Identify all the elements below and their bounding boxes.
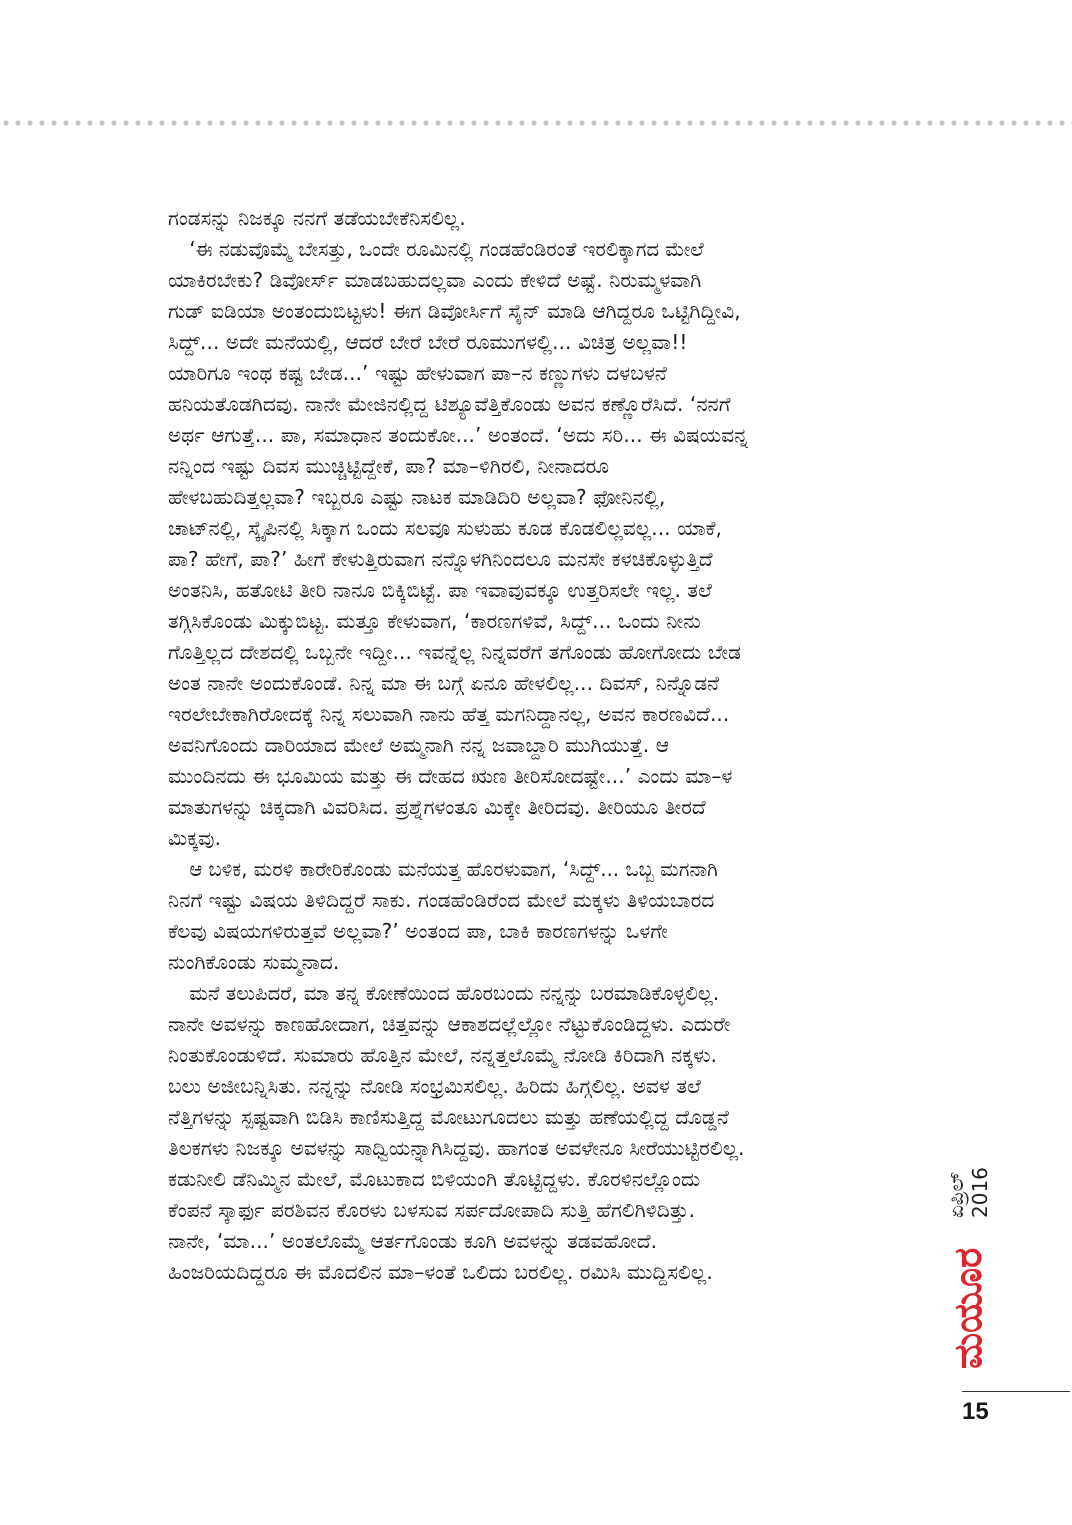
text-line: ಯಾರಿಗೂ ಇಂಥ ಕಷ್ಟ ಬೇಡ...’ ಇಷ್ಟು ಹೇಳುವಾಗ ಪಾ–ನ ಕಣ್ಣುಗಳು ದಳಬಳನೆ	[168, 361, 667, 385]
text-line: ಯಾಕಿರಬೇಕು? ಡಿವೋರ್ಸ್ ಮಾಡಬಹುದಲ್ಲವಾ ಎಂದು ಕೇಳಿದೆ ಅಷ್ಟೆ. ನಿರುಮ್ಮಳವಾಗಿ	[168, 268, 702, 292]
paragraph	[168, 234, 908, 854]
text-line: ನಾನೇ ಅವಳನ್ನು ಕಾಣಹೋದಾಗ, ಚಿತ್ತವನ್ನು ಆಕಾಶದಲ್ಲೆಲ್ಲೋ ನೆಟ್ಟುಕೊಂಡಿದ್ದಳು. ಎದುರೇ	[168, 1012, 731, 1036]
paragraph	[168, 854, 908, 978]
issue-date: ಏಪ್ರಿಲ್ 2016	[944, 1167, 992, 1218]
text-line: ಮಾತುಗಳನ್ನು ಚಿಕ್ಕದಾಗಿ ವಿವರಿಸಿದ. ಪ್ರಶ್ನೆಗಳಂತೂ ಮಿಕ್ಕೇ ತೀರಿದವು. ತೀರಿಯೂ ತೀರದೆ	[168, 795, 706, 819]
text-line: ಅಂತ ನಾನೇ ಅಂದುಕೊಂಡೆ. ನಿನ್ನ ಮಾ ಈ ಬಗ್ಗೆ ಏನೂ ಹೇಳಲಿಲ್ಲ... ದಿವಸ್, ನಿನ್ನೊಡನೆ	[168, 671, 720, 695]
text-line: ನಿಂತುಕೊಂಡುಳಿದೆ. ಸುಮಾರು ಹೊತ್ತಿನ ಮೇಲೆ, ನನ್ನತ್ತಲೊಮ್ಮೆ ನೋಡಿ ಕಿರಿದಾಗಿ ನಕ್ಕಳು.	[168, 1043, 718, 1067]
paragraph	[168, 203, 908, 234]
text-line: ಅಂತನಿಸಿ, ಹತೋಟಿ ತೀರಿ ನಾನೂ ಬಿಕ್ಕಿಬಿಟ್ಟೆ. ಪಾ ಇವಾವುವಕ್ಕೂ ಉತ್ತರಿಸಲೇ ಇಲ್ಲ. ತಲೆ	[168, 578, 712, 602]
text-line: ಗಂಡಸನ್ನು ನಿಜಕ್ಕೂ ನನಗೆ ತಡೆಯಬೇಕೆನಿಸಲಿಲ್ಲ.	[168, 206, 466, 230]
text-line: ತಗ್ಗಿಸಿಕೊಂಡು ಮಿಕ್ಕುಬಿಟ್ಟ. ಮತ್ತೂ ಕೇಳುವಾಗ, ‘ಕಾರಣಗಳಿವೆ, ಸಿದ್ದ್... ಒಂದು ನೀನು	[168, 609, 701, 633]
text-line: ಕೆಂಪನೆ ಸ್ಕಾರ್ಫು ಪರಶಿವನ ಕೊರಳು ಬಳಸುವ ಸರ್ಪದೋಪಾದಿ ಸುತ್ತಿ ಹೆಗಲಿಗಿಳಿದಿತ್ತು.	[168, 1198, 696, 1222]
text-line: ಹೇಳಬಹುದಿತ್ತಲ್ಲವಾ? ಇಬ್ಬರೂ ಎಷ್ಟು ನಾಟಕ ಮಾಡಿದಿರಿ ಅಲ್ಲವಾ? ಫೋನಿನಲ್ಲಿ,	[168, 485, 666, 509]
page-number: 15	[962, 1398, 989, 1425]
text-line: ಗುಡ್ ಐಡಿಯಾ ಅಂತಂದುಬಿಟ್ಟಳು! ಈಗ ಡಿವೋರ್ಸಿಗೆ ಸೈನ್ ಮಾಡಿ ಆಗಿದ್ದರೂ ಒಟ್ಟಿಗಿದ್ದೀವಿ,	[168, 299, 741, 323]
text-line: ನಾನೇ, ‘ಮಾ...’ ಅಂತಲೊಮ್ಮೆ ಆರ್ತಗೊಂಡು ಕೂಗಿ ಅವಳನ್ನು ತಡವಹೋದೆ.	[168, 1229, 658, 1253]
text-line: ಮನೆ ತಲುಪಿದರೆ, ಮಾ ತನ್ನ ಕೋಣೆಯಿಂದ ಹೊರಬಂದು ನನ್ನನ್ನು ಬರಮಾಡಿಕೊಳ್ಳಲಿಲ್ಲ.	[189, 981, 720, 1005]
text-line: ಕಡುನೀಲಿ ಡೆನಿಮ್ಮಿನ ಮೇಲೆ, ಮೊಟುಕಾದ ಬಿಳಿಯಂಗಿ ತೊಟ್ಟಿದ್ದಳು. ಕೊರಳಿನಲ್ಲೊಂದು	[168, 1167, 701, 1191]
text-line: ಚಾಟ್‌ನಲ್ಲಿ, ಸ್ಕೈಪಿನಲ್ಲಿ ಸಿಕ್ಕಾಗ ಒಂದು ಸಲವೂ ಸುಳುಹು ಕೂಡ ಕೊಡಲಿಲ್ಲವಲ್ಲ... ಯಾಕೆ,	[168, 516, 723, 540]
text-line: ನನ್ನಿಂದ ಇಷ್ಟು ದಿವಸ ಮುಚ್ಚಿಟ್ಟಿದ್ದೇಕೆ, ಪಾ? ಮಾ–ಳಿಗಿರಲಿ, ನೀನಾದರೂ	[168, 454, 610, 478]
text-line: ಅವನಿಗೊಂದು ದಾರಿಯಾದ ಮೇಲೆ ಅಮ್ಮನಾಗಿ ನನ್ನ ಜವಾಬ್ದಾರಿ ಮುಗಿಯುತ್ತೆ. ಆ	[168, 733, 670, 757]
text-line: ಇರಲೇಬೇಕಾಗಿರೋದಕ್ಕೆ ನಿನ್ನ ಸಲುವಾಗಿ ನಾನು ಹೆತ್ತ ಮಗನಿದ್ದಾನಲ್ಲ, ಅವನ ಕಾರಣವಿದೆ...	[168, 702, 730, 726]
footer-rule	[962, 1391, 1070, 1392]
magazine-logo: ಮಯೂರ	[946, 1247, 990, 1369]
text-line: ತಿಲಕಗಳು ನಿಜಕ್ಕೂ ಅವಳನ್ನು ಸಾಧ್ವಿಯನ್ನಾಗಿಸಿದ್ದವು. ಹಾಗಂತ ಅವಳೇನೂ ಸೀರೆಯುಟ್ಟಿರಲಿಲ್ಲ.	[168, 1136, 745, 1160]
text-line: ಮಿಕ್ಕವು.	[168, 826, 222, 850]
text-line: ಪಾ? ಹೇಗೆ, ಪಾ?’ ಹೀಗೆ ಕೇಳುತ್ತಿರುವಾಗ ನನ್ನೊಳಗಿನಿಂದಲೂ ಮನಸೇ ಕಳಚಿಕೊಳ್ಳುತ್ತಿದೆ	[168, 547, 713, 571]
text-line: ಕೆಲವು ವಿಷಯಗಳಿರುತ್ತವೆ ಅಲ್ಲವಾ?’ ಅಂತಂದ ಪಾ, ಬಾಕಿ ಕಾರಣಗಳನ್ನು ಒಳಗೇ	[168, 919, 668, 943]
paragraph	[168, 978, 908, 1288]
text-line: ನಿನಗೆ ಇಷ್ಟು ವಿಷಯ ತಿಳಿದಿದ್ದರೆ ಸಾಕು. ಗಂಡಹೆಂಡಿರೆಂದ ಮೇಲೆ ಮಕ್ಕಳು ತಿಳಿಯಬಾರದ	[168, 888, 715, 912]
text-line: ಆ ಬಳಿಕ, ಮರಳಿ ಕಾರೇರಿಕೊಂಡು ಮನೆಯತ್ತ ಹೊರಳುವಾಗ, ‘ಸಿದ್ದ್... ಒಬ್ಬ ಮಗನಾಗಿ	[189, 857, 718, 881]
text-line: ಮುಂದಿನದು ಈ ಭೂಮಿಯ ಮತ್ತು ಈ ದೇಹದ ಋಣ ತೀರಿಸೋದಷ್ಟೇ...’ ಎಂದು ಮಾ–ಳ	[168, 764, 733, 788]
text-line: ಗೊತ್ತಿಲ್ಲದ ದೇಶದಲ್ಲಿ ಒಬ್ಬನೇ ಇದ್ದೀ... ಇವನ್ನೆಲ್ಲ ನಿನ್ನವರೆಗೆ ತಗೊಂಡು ಹೋಗೋದು ಬೇಡ	[168, 640, 741, 664]
text-line: ಅರ್ಥ ಆಗುತ್ತೆ... ಪಾ, ಸಮಾಧಾನ ತಂದುಕೋ...’ ಅಂತಂದೆ. ‘ಅದು ಸರಿ... ಈ ವಿಷಯವನ್ನ	[168, 423, 749, 447]
text-line: ಸಿದ್ದ್... ಅದೇ ಮನೆಯಲ್ಲಿ, ಆದರೆ ಬೇರೆ ಬೇರೆ ರೂಮುಗಳಲ್ಲಿ... ವಿಚಿತ್ರ ಅಲ್ಲವಾ!!	[168, 330, 688, 354]
article-body	[168, 203, 908, 1288]
text-line: ಬಲು ಅಜೀಬನ್ನಿಸಿತು. ನನ್ನನ್ನು ನೋಡಿ ಸಂಭ್ರಮಿಸಲಿಲ್ಲ. ಹಿರಿದು ಹಿಗ್ಗಲಿಲ್ಲ. ಅವಳ ತಲೆ	[168, 1074, 701, 1098]
text-line: ನೆತ್ತಿಗಳನ್ನು ಸ್ಪಷ್ಟವಾಗಿ ಬಿಡಿಸಿ ಕಾಣಿಸುತ್ತಿದ್ದ ಮೋಟುಗೂದಲು ಮತ್ತು ಹಣೆಯಲ್ಲಿದ್ದ ದೊಡ್ಡನೆ	[168, 1105, 729, 1129]
text-line: ‘ಈ ನಡುವೊಮ್ಮೆ ಬೇಸತ್ತು, ಒಂದೇ ರೂಮಿನಲ್ಲಿ ಗಂಡಹೆಂಡಿರಂತೆ ಇರಲಿಕ್ಕಾಗದ ಮೇಲೆ	[189, 237, 704, 261]
text-line: ನುಂಗಿಕೊಂಡು ಸುಮ್ಮನಾದ.	[168, 950, 340, 974]
dotted-header-rule	[0, 119, 1072, 127]
text-line: ಹಿಂಜರಿಯದಿದ್ದರೂ ಈ ಮೊದಲಿನ ಮಾ–ಳಂತೆ ಒಲಿದು ಬರಲಿಲ್ಲ. ರಮಿಸಿ ಮುದ್ದಿಸಲಿಲ್ಲ.	[168, 1260, 713, 1284]
magazine-sidebar	[944, 1126, 992, 1382]
text-line: ಹನಿಯತೊಡಗಿದವು. ನಾನೇ ಮೇಜಿನಲ್ಲಿದ್ದ ಟಿಶ್ಯೂವೆತ್ತಿಕೊಂಡು ಅವನ ಕಣ್ಣೊರೆಸಿದೆ. ‘ನನಗೆ	[168, 392, 731, 416]
